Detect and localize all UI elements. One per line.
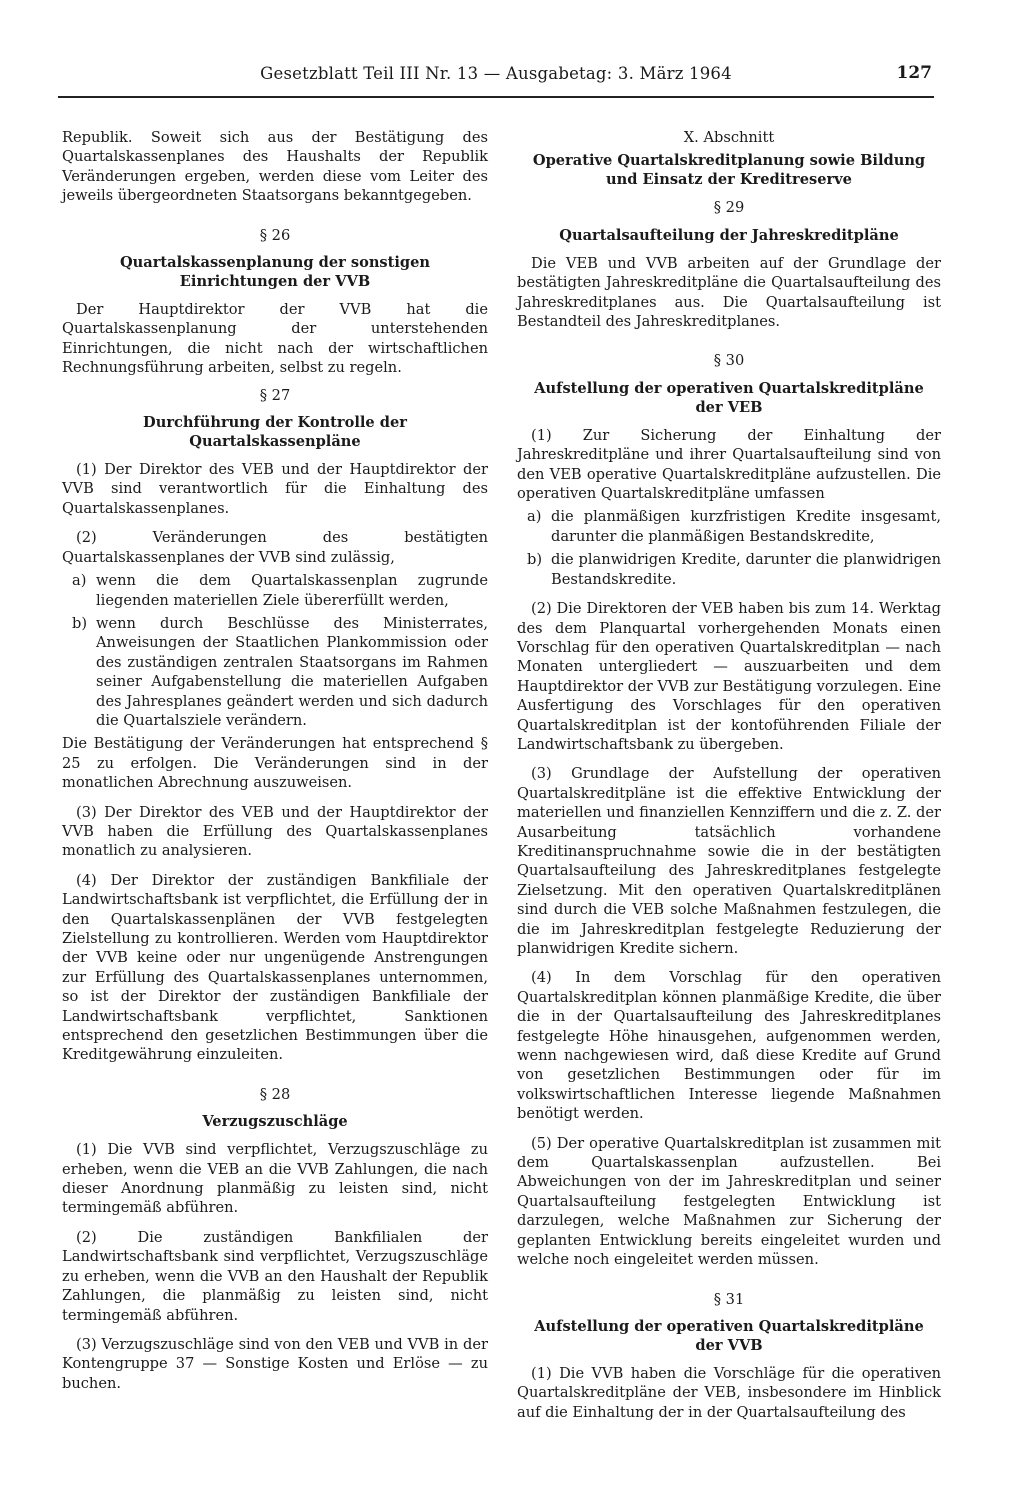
section-30-item-a <box>517 507 941 546</box>
section-29-number: § 29 <box>713 199 745 217</box>
page-header <box>58 60 934 98</box>
section-28-number: § 28 <box>259 1085 291 1103</box>
section-27-number: § 27 <box>259 386 291 404</box>
intro-paragraph: Republik. Soweit sich aus der Bestätigung des Quartalskassenplanes des Haushalts der Republik Veränderungen ergeben, werden diese vom Leiter des jeweils übergeordneten Staatsorgans bekanntgegeben. <box>62 129 488 205</box>
section-27-paragraph-1: (1) Der Direktor des VEB und der Hauptdirektor der VVB sind verantwortlich für die Einhaltung des Quartalskassenplanes. <box>62 461 488 517</box>
section-27-item-a <box>62 571 488 610</box>
section-30-paragraph-3: (3) Grundlage der Aufstellung der operativen Quartalskreditpläne ist die effektive Entwicklung der materiellen und finanziellen Kennziffern und die z. Z. der Ausarbeitung tatsächlich vorhandene Kreditinanspruchnahme sowie die in der bestätigten Quartalsaufteilung des Jahreskreditplanes festgelegte Zielsetzung. Mit den operativen Quartalskreditplänen sind durch die VEB solche Maßnahmen festzulegen, die die im Jahreskreditplan festgelegte Reduzierung der planwidrigen Kredite sichern. <box>517 765 941 957</box>
section-30-item-b <box>517 550 941 589</box>
item-text: die planmäßigen kurzfristigen Kredite insgesamt, darunter die planmäßigen Bestandskredite, <box>551 508 941 545</box>
chapter-number: X. Abschnitt <box>683 129 775 146</box>
section-27-heading: Durchführung der Kontrolle der Quartalskassenpläne <box>143 414 407 451</box>
section-26-paragraph: Der Hauptdirektor der VVB hat die Quartalskassenplanung der unterstehenden Einrichtungen, die nicht nach der wirtschaftlichen Rechnungsführung arbeiten, selbst zu regeln. <box>62 301 488 377</box>
section-27-paragraph-4: (4) Der Direktor der zuständigen Bankfiliale der Landwirtschaftsbank ist verpflichtet, die Erfüllung der in den Quartalskassenplänen der VVB festgelegten Zielstellung zu kontrollieren. Werden vom Hauptdirektor der VVB keine oder nur ungenügende Anstrengungen zur Erfüllung des Quartalskassenplanes unternommen, so ist der Direktor der zuständigen Bankfiliale der Landwirtschaftsbank verpflichtet, Sanktionen entsprechend den gesetzlichen Bestimmungen über die Kreditgewährung einzuleiten. <box>62 871 488 1064</box>
item-text: wenn die dem Quartalskassenplan zugrunde liegenden materiellen Ziele übererfüllt werden, <box>96 572 488 609</box>
section-26-number: § 26 <box>259 226 291 244</box>
section-27-paragraph-2: (2) Veränderungen des bestätigten Quartalskassenplanes der VVB sind zulässig, <box>62 529 488 566</box>
section-31-heading: Aufstellung der operativen Quartalskreditpläne der VVB <box>534 1317 924 1354</box>
section-28-paragraph-1: (1) Die VVB sind verpflichtet, Verzugszuschläge zu erheben, wenn die VEB an die VVB Zahlungen, die nach dieser Anordnung planmäßig zu leisten sind, nicht termingemäß abführen. <box>62 1141 488 1217</box>
section-31-paragraph-1: (1) Die VVB haben die Vorschläge für die operativen Quartalskreditpläne der VEB, insbesondere im Hinblick auf die Einhaltung der in der Quartalsaufteilung des <box>517 1364 941 1421</box>
item-label: a) <box>72 572 87 590</box>
section-27-paragraph-3: (3) Der Direktor des VEB und der Hauptdirektor der VVB haben die Erfüllung des Quartalskassenplanes monatlich zu analysieren. <box>62 803 488 860</box>
item-label: b) <box>72 614 88 632</box>
section-30-paragraph-2: (2) Die Direktoren der VEB haben bis zum 14. Werktag des dem Planquartal vorhergehenden Monats einen Vorschlag für den operativen Quartalskreditplan — nach Monaten untergliedert — auszuarbeiten und dem Hauptdirektor der VVB zur Bestätigung vorzulegen. Eine Ausfertigung des Vorschlages für den operativen Quartalskreditplan ist der kontoführenden Filiale der Landwirtschaftsbank zu übergeben. <box>517 600 941 753</box>
gazette-title: Gesetzblatt Teil III Nr. 13 — Ausgabetag: 3. März 1964 <box>260 64 732 83</box>
section-27-item-b <box>62 614 488 730</box>
section-27-confirmation: Die Bestätigung der Veränderungen hat entsprechend § 25 zu erfolgen. Die Veränderungen sind in der monatlichen Abrechnung auszuweisen. <box>62 735 488 792</box>
section-29-paragraph: Die VEB und VVB arbeiten auf der Grundlage der bestätigten Jahreskreditpläne die Quartalsaufteilung des Jahreskreditplanes aus. Die Quartalsaufteilung ist Bestandteil des Jahreskreditplanes. <box>517 254 941 331</box>
chapter-heading: Operative Quartalskreditplanung sowie Bildung und Einsatz der Kreditreserve <box>532 152 926 189</box>
item-label: a) <box>527 508 542 526</box>
page-number: 127 <box>896 63 932 83</box>
left-column <box>62 128 488 1393</box>
section-31-number: § 31 <box>713 1290 745 1308</box>
section-28-paragraph-2: (2) Die zuständigen Bankfilialen der Landwirtschaftsbank sind verpflichtet, Verzugszuschläge zu erheben, wenn die VVB an den Haushalt der Republik Zahlungen, die planmäßig zu leisten sind, nicht termingemäß abführen. <box>62 1228 488 1324</box>
section-30-paragraph-4: (4) In dem Vorschlag für den operativen Quartalskreditplan können planmäßige Kredite, die über die in der Quartalsaufteilung des Jahreskreditplanes festgelegte Höhe hinausgehen, aufgenommen werden, wenn nachgewiesen wird, daß diese Kredite auf Grund von gesetzlichen Bestimmungen oder für im volkswirtschaftlichen Interesse liegende Maßnahmen benötigt werden. <box>517 969 941 1123</box>
item-text: wenn durch Beschlüsse des Ministerrates, Anweisungen der Staatlichen Plankommission oder des zuständigen zentralen Staatsorgans im Rahmen seiner Aufgabenstellung die materiellen Aufgaben des Jahresplanes geändert werden und sich dadurch die Quartalsziele verändern. <box>96 614 488 729</box>
section-30-paragraph-1: (1) Zur Sicherung der Einhaltung der Jahreskreditpläne und ihrer Quartalsaufteilung sind von den VEB operative Quartalskreditpläne aufzustellen. Die operativen Quartalskreditpläne umfassen <box>517 426 941 503</box>
section-28-heading: Verzugszuschläge <box>202 1113 348 1131</box>
section-29-heading: Quartalsaufteilung der Jahreskreditpläne <box>559 226 899 244</box>
section-28-paragraph-3: (3) Verzugszuschläge sind von den VEB und VVB in der Kontengruppe 37 — Sonstige Kosten und Erlöse — zu buchen. <box>62 1335 488 1392</box>
section-30-paragraph-5: (5) Der operative Quartalskreditplan ist zusammen mit dem Quartalskassenplan aufzustellen. Bei Abweichungen von der im Jahreskreditplan und seiner Quartalsaufteilung festgelegten Entwicklung ist darzulegen, welche Maßnahmen zur Sicherung der geplanten Entwicklung bereits eingeleitet wurden und welche noch eingeleitet werden müssen. <box>517 1134 941 1269</box>
section-30-heading: Aufstellung der operativen Quartalskreditpläne der VEB <box>534 379 924 416</box>
section-30-number: § 30 <box>713 352 745 370</box>
section-26-heading: Quartalskassenplanung der sonstigen Einrichtungen der VVB <box>119 254 431 291</box>
right-column <box>517 128 941 1422</box>
item-text: die planwidrigen Kredite, darunter die planwidrigen Bestandskredite. <box>551 551 941 588</box>
item-label: b) <box>527 551 543 569</box>
